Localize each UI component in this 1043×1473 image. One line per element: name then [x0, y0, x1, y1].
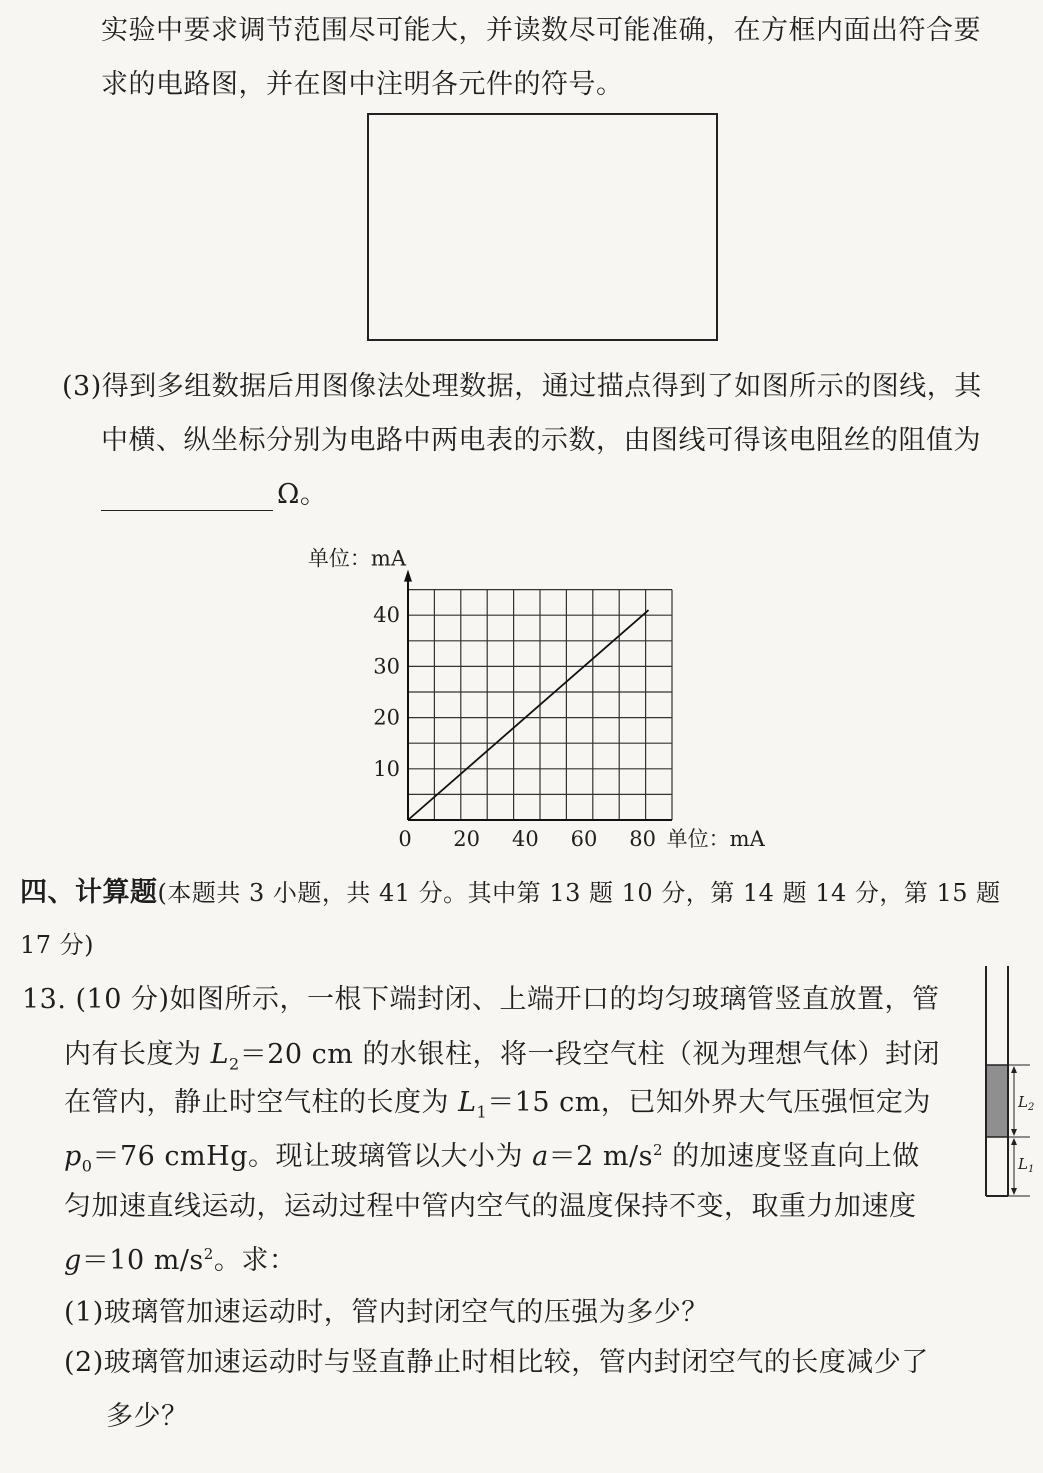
- part2-line2: 求的电路图，并在图中注明各元件的符号。: [101, 69, 624, 100]
- q13-line1: 13. (10 分)如图所示，一根下端封闭、上端开口的均匀玻璃管竖直放置，管: [22, 984, 940, 1015]
- q13-line2a: 内有长度为: [64, 1039, 211, 1070]
- q13-line3b: ＝15 cm，已知外界大气压强恒定为: [487, 1087, 931, 1118]
- part3-line1: (3)得到多组数据后用图像法处理数据，通过描点得到了如图所示的图线，其: [62, 371, 982, 402]
- y-axis-label: 单位：mA: [307, 546, 406, 571]
- ohm-unit: Ω。: [277, 479, 328, 510]
- q13-line4a: ＝76 cmHg。现让玻璃管以大小为: [92, 1141, 533, 1172]
- sq2: 2: [203, 1245, 214, 1263]
- origin-label: 0: [398, 827, 412, 850]
- q13-sub2-line1: (2)玻璃管加速运动时与竖直静止时相比较，管内封闭空气的长度减少了: [64, 1347, 929, 1378]
- chart-labels: [308, 547, 766, 850]
- q13-line5: 匀加速直线运动，运动过程中管内空气的温度保持不变，取重力加速度: [64, 1191, 917, 1222]
- L1-arrow-down: [1011, 1188, 1017, 1195]
- y-tick-label: 30: [373, 654, 400, 679]
- q13-line4c: 的加速度竖直向上做: [663, 1141, 920, 1172]
- L2-subscript: 2: [229, 1054, 240, 1074]
- part3-line2: 中横、纵坐标分别为电路中两电表的示数，由图线可得该电阻丝的阻值为: [101, 425, 981, 456]
- section4-desc2: 17 分): [20, 931, 95, 959]
- y-tick-label: 40: [373, 603, 400, 628]
- fig-L2-label: $L_2$: [1018, 1093, 1035, 1113]
- q13-line3: [64, 1080, 931, 1121]
- q13-line6a: ＝10 m/s: [81, 1245, 204, 1276]
- y-axis-arrow: [404, 570, 412, 582]
- q13-line3a: 在管内，静止时空气柱的长度为: [64, 1087, 459, 1118]
- q13-line2b: ＝20 cm 的水银柱，将一段空气柱（视为理想气体）封闭: [239, 1039, 940, 1070]
- L2-arrow-down: [1011, 1129, 1017, 1136]
- q13-sub2-line2: 多少？: [106, 1401, 189, 1432]
- data-line: [408, 610, 649, 820]
- a-symbol: a: [532, 1141, 549, 1172]
- L1-symbol: L: [458, 1087, 477, 1118]
- section4-desc1: (本题共 3 小题，共 41 分。其中第 13 题 10 分，第 14 题 14 分，第 15 题: [157, 879, 1001, 907]
- answer-blank[interactable]: [101, 484, 273, 511]
- glass-tube-figure: [978, 962, 1043, 1202]
- fig-L1-label: $L_1$: [1018, 1155, 1035, 1175]
- L2-arrow-up: [1011, 1066, 1017, 1073]
- q13-line4b: ＝2 m/s: [548, 1141, 653, 1172]
- chart-axes: [404, 570, 672, 820]
- q13-line6b: 。求：: [213, 1245, 297, 1276]
- circuit-answer-box: [367, 113, 718, 341]
- chart-series: [408, 610, 649, 820]
- x-tick-label: 60: [570, 827, 598, 850]
- part3-answer-line: [101, 472, 327, 511]
- y-tick-label: 10: [373, 756, 400, 781]
- L2-symbol: L: [210, 1039, 230, 1070]
- L1-subscript: 1: [476, 1102, 488, 1122]
- L1-arrow-up: [1011, 1138, 1017, 1145]
- g-symbol: g: [64, 1245, 82, 1276]
- part2-line1: 实验中要求调节范围尽可能大，并读数尽可能准确，在方框内面出符合要: [101, 15, 981, 46]
- x-tick-label: 20: [453, 827, 481, 850]
- y-tick-label: 20: [373, 705, 400, 730]
- mercury-column: [987, 1065, 1007, 1137]
- q13-line2: [64, 1032, 940, 1073]
- x-tick-label: 40: [511, 827, 539, 850]
- p0-subscript: 0: [81, 1156, 93, 1176]
- sq1: 2: [653, 1141, 664, 1159]
- section4-line1: [20, 870, 1001, 909]
- q13-line4: [64, 1134, 920, 1175]
- p0-symbol: p: [64, 1141, 82, 1172]
- x-tick-label: 80: [629, 827, 657, 850]
- q13-line6: [64, 1238, 296, 1277]
- x-axis-label: 单位：mA: [666, 827, 765, 850]
- section4-title: 四、计算题: [20, 877, 158, 908]
- q13-sub1: (1)玻璃管加速运动时，管内封闭空气的压强为多少？: [64, 1297, 709, 1328]
- iv-chart: [0, 520, 1043, 850]
